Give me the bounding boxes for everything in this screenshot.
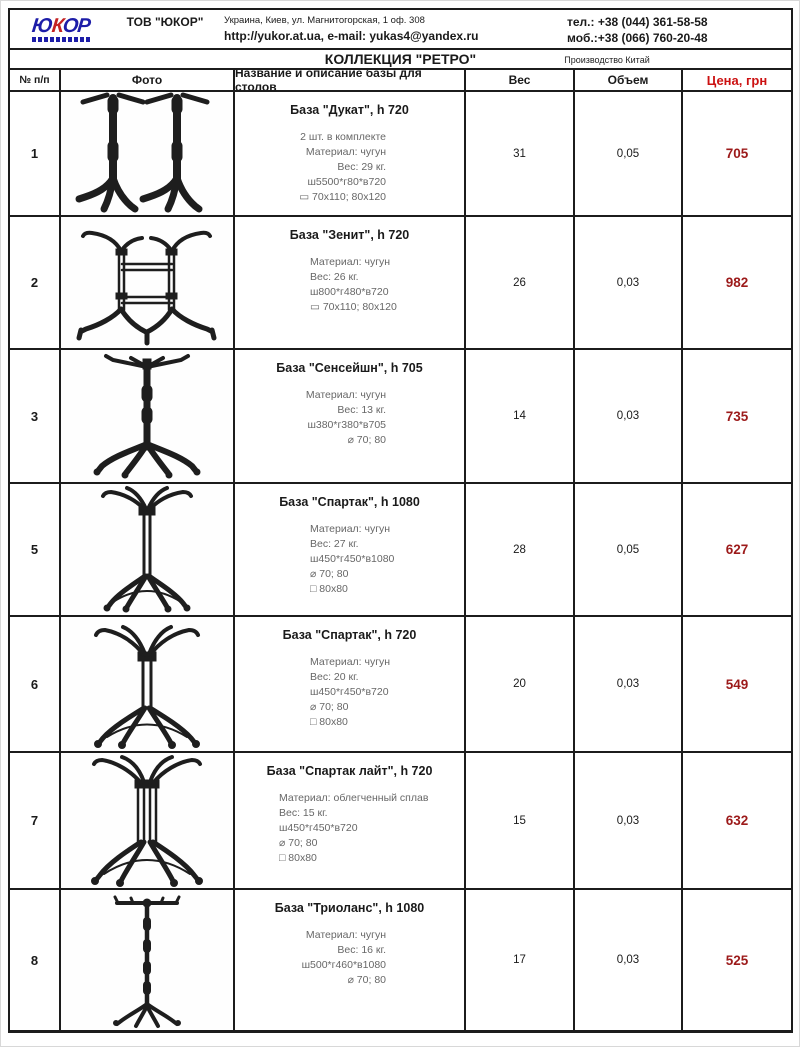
row-number: 8: [10, 890, 61, 1030]
company-logo: [10, 10, 106, 48]
header-price: Цена, грн: [706, 72, 768, 88]
product-description: 2 шт. в комплекте Материал: чугун Вес: 29 кг. ш5500*г80*в720 ▭ 70x110; 80x120: [299, 131, 386, 203]
product-title: База "Спартак", h 1080: [279, 495, 420, 509]
table-row: [10, 753, 791, 890]
volume-value: 0,03: [575, 890, 683, 1030]
table-header-row: [10, 66, 791, 94]
mobile-number: моб.:+38 (066) 760-20-48: [567, 31, 708, 45]
volume-value: 0,05: [575, 484, 683, 615]
product-description: Материал: чугун Вес: 20 кг. ш450*г450*в720 ⌀ 70; 80 □ 80x80: [310, 656, 391, 728]
website-email: http://yukor.at.ua, e-mail: yukas4@yandex.ru: [224, 29, 479, 43]
row-number: 6: [10, 617, 61, 751]
product-photo-cell: [61, 890, 235, 1030]
row-number: 3: [10, 350, 61, 482]
table-row: [10, 484, 791, 617]
header-num: № п/п: [10, 70, 61, 90]
volume-value: 0,03: [575, 350, 683, 482]
table-base-spartak-lait-photo: [61, 753, 233, 888]
company-address: Украина, Киев, ул. Магнитогорская, 1 оф. 308: [224, 15, 425, 26]
header-weight: Вес: [466, 70, 575, 90]
product-photo-cell: [61, 92, 235, 215]
phone-number: тел.: +38 (044) 361-58-58: [567, 15, 708, 29]
logo-text: ЮКОР: [30, 15, 91, 37]
product-description: Материал: чугун Вес: 16 кг. ш500*г460*в1080 ⌀ 70; 80: [301, 929, 386, 986]
collection-title-row: [10, 50, 791, 70]
product-title: База "Зенит", h 720: [289, 228, 410, 242]
table-row: [10, 890, 791, 1030]
table-base-dukat-photo: [61, 92, 233, 215]
header-contacts: [567, 10, 791, 48]
header-center: [224, 10, 567, 48]
product-description: Материал: чугун Вес: 27 кг. ш450*г450*в1080 ⌀ 70; 80 □ 80x80: [310, 523, 395, 595]
price-value: 735: [725, 408, 749, 424]
header-volume: Объем: [575, 70, 683, 90]
product-photo-cell: [61, 617, 235, 751]
product-title: База "Спартак лайт", h 720: [266, 764, 433, 778]
logo-underline: [32, 37, 90, 42]
table-row: [10, 217, 791, 350]
row-number: 2: [10, 217, 61, 348]
product-photo-cell: [61, 350, 235, 482]
price-value: 525: [725, 952, 749, 968]
product-photo-cell: [61, 217, 235, 348]
table-base-zenit-photo: [61, 217, 233, 348]
product-title: База "Спартак", h 720: [282, 628, 417, 642]
document-header: [10, 10, 791, 50]
volume-value: 0,03: [575, 617, 683, 751]
price-value: 627: [725, 542, 749, 557]
product-description: Материал: чугун Вес: 26 кг. ш800*г480*в720 ▭ 70x110; 80x120: [310, 256, 397, 313]
collection-title: КОЛЛЕКЦИЯ "РЕТРО": [324, 51, 477, 67]
volume-value: 0,03: [575, 217, 683, 348]
product-info-cell: [235, 350, 466, 482]
product-description: Материал: облегченный сплав Вес: 15 кг. ш450*г450*в720 ⌀ 70; 80 □ 80x80: [279, 792, 429, 864]
table-base-senseishn-photo: [61, 350, 233, 482]
weight-value: 28: [466, 484, 575, 615]
row-number: 1: [10, 92, 61, 215]
table-base-spartak-1080-photo: [61, 484, 233, 615]
header-name: Название и описание базы для столов: [235, 70, 466, 90]
price-value: 549: [725, 676, 749, 692]
weight-value: 26: [466, 217, 575, 348]
header-photo: Фото: [61, 70, 235, 90]
volume-value: 0,03: [575, 753, 683, 888]
product-info-cell: [235, 92, 466, 215]
row-number: 5: [10, 484, 61, 615]
table-base-spartak-720-photo: [61, 617, 233, 751]
product-photo-cell: [61, 753, 235, 888]
product-photo-cell: [61, 484, 235, 615]
weight-value: 15: [466, 753, 575, 888]
product-description: Материал: чугун Вес: 13 кг. ш380*г380*в705 ⌀ 70; 80: [305, 389, 386, 446]
product-title: База "Триоланс", h 1080: [274, 901, 425, 915]
weight-value: 20: [466, 617, 575, 751]
product-info-cell: [235, 617, 466, 751]
document-frame: [8, 8, 793, 1033]
volume-value: 0,05: [575, 92, 683, 215]
product-info-cell: [235, 890, 466, 1030]
product-title: База "Сенсейшн", h 705: [276, 361, 423, 375]
product-info-cell: [235, 484, 466, 615]
weight-value: 17: [466, 890, 575, 1030]
company-name: ТОВ "ЮКОР": [126, 15, 204, 29]
product-title: База "Дукат", h 720: [290, 103, 409, 117]
weight-value: 31: [466, 92, 575, 215]
product-info-cell: [235, 753, 466, 888]
price-value: 705: [725, 146, 749, 161]
production-note: Производство Китай: [564, 55, 650, 65]
row-number: 7: [10, 753, 61, 888]
weight-value: 14: [466, 350, 575, 482]
table-row: [10, 617, 791, 753]
table-row: [10, 92, 791, 217]
price-value: 982: [725, 275, 749, 290]
product-info-cell: [235, 217, 466, 348]
price-value: 632: [725, 813, 749, 828]
table-row: [10, 350, 791, 484]
table-base-triolans-photo: [61, 891, 233, 1029]
